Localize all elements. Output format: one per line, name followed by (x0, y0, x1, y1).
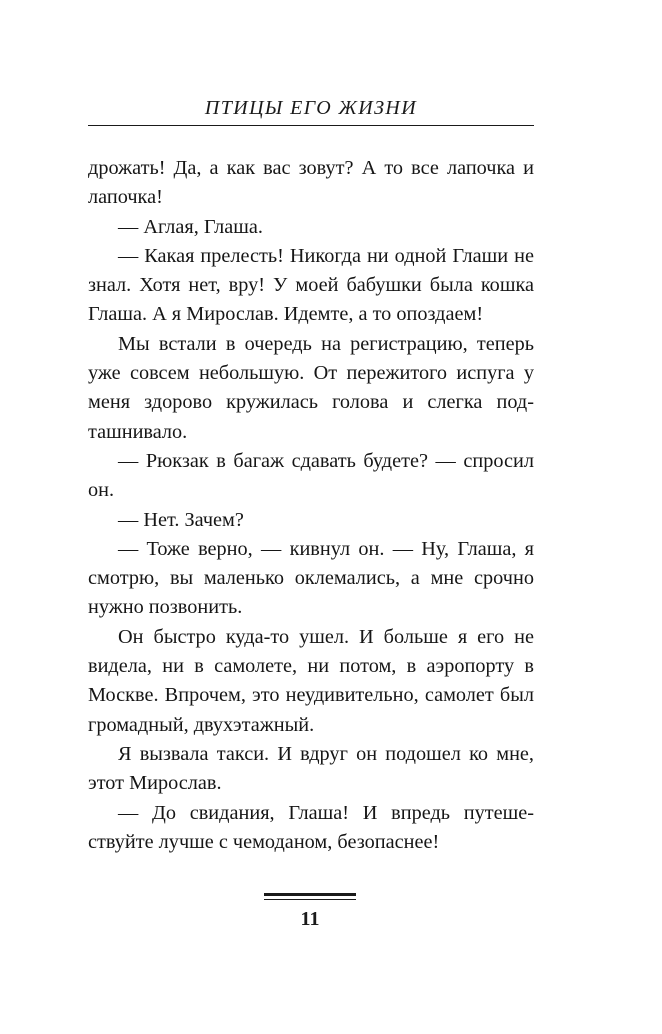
running-header-title: ПТИЦЫ ЕГО ЖИЗНИ (204, 97, 418, 119)
paragraph-dialogue: — Тоже верно, — кивнул он. — Ну, Глаша, я смотрю, вы маленько оклемались, а мне срочно нужно позвонить. (88, 537, 534, 619)
page-number: 11 (300, 908, 320, 930)
footer-ornament-rules (264, 893, 356, 900)
paragraph-narration: Он быстро куда-то ушел. И больше я его не видела, ни в самолете, ни потом, в аэропорту в Москве. Впрочем, это неудивительно, самолет был громадный, двухэтажный. (88, 625, 534, 736)
paragraph-dialogue: — Рюкзак в багаж сдавать будете? — спросил он. (88, 449, 534, 502)
paragraph-dialogue: — Нет. Зачем? (118, 508, 244, 531)
paragraph-dialogue: — До свидания, Глаша! И впредь путешествуйте лучше с чемоданом, безопаснее! (88, 801, 534, 853)
footer-rule-thick (264, 893, 356, 896)
header-rule (88, 125, 534, 126)
paragraph-dialogue: — Какая прелесть! Никогда ни одной Глаши не знал. Хотя нет, вру! У моей бабушки была кошка Глаша. А я Мирослав. Идемте, а то опоздаем! (88, 244, 534, 326)
body-text (88, 154, 534, 857)
paragraph-narration: Мы встали в очередь на регистрацию, теперь уже совсем небольшую. От пережитого испуга у меня здорово кружилась голова и слегка подташнивало. (88, 332, 534, 443)
paragraph-dialogue: — Аглая, Глаша. (118, 215, 263, 238)
paragraph-narration: Я вызвала такси. И вдруг он подошел ко мне, этот Мирослав. (88, 742, 534, 795)
footer-rule-thin (264, 899, 356, 900)
paragraph-continuation: дрожать! Да, а как вас зовут? А то все лапочка и лапочка! (88, 157, 534, 209)
